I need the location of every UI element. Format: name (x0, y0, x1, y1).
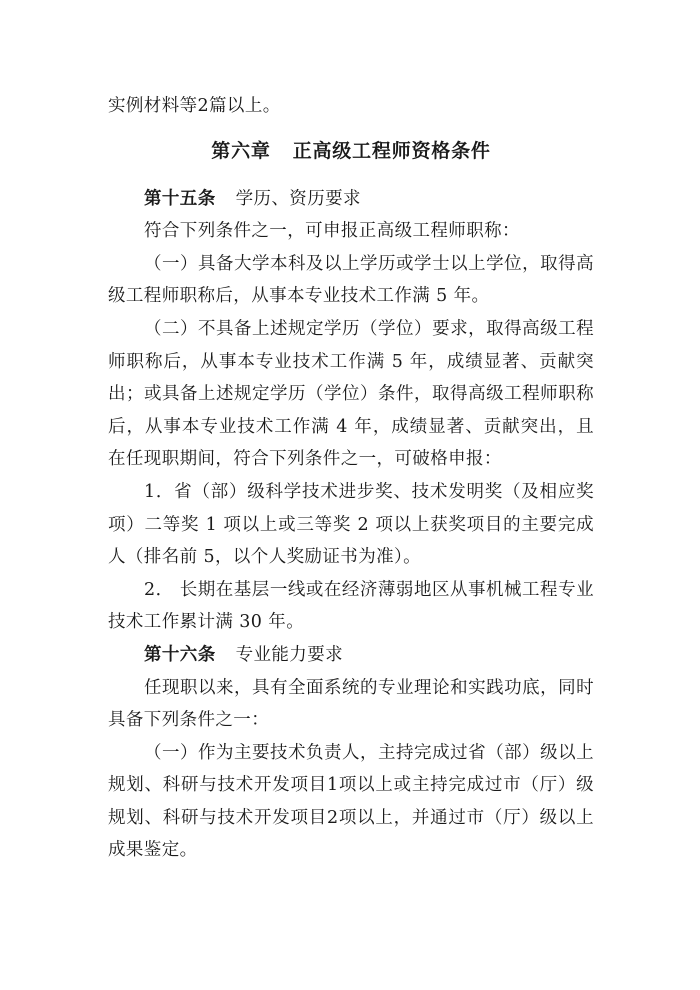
article-16-title: 专业能力要求 (235, 644, 344, 665)
article-15-heading (108, 183, 594, 216)
chapter-heading (108, 135, 594, 167)
article-15-item-1: （一）具备大学本科及以上学历或学士以上学位，取得高级工程师职称后，从事本专业技术工作满 5 年。 (108, 253, 594, 307)
article-15-item-2: （二）不具备上述规定学历（学位）要求，取得高级工程师职称后，从事本专业技术工作满 5 年，成绩显著、贡献突出；或具备上述规定学历（学位）条件，取得高级工程师职称后，从事本专业技术工作满 4 年，成绩显著、贡献突出，且在任现职期间，符合下列条件之一，可破格申报： (108, 318, 594, 470)
article-15-intro: 符合下列条件之一，可申报正高级工程师职称： (144, 221, 520, 242)
continuation-text: 实例材料等2篇以上。 (108, 96, 281, 116)
article-15-subitem-1: 1．省（部）级科学技术进步奖、技术发明奖（及相应奖项）二等奖 1 项以上或三等奖 2 项以上获奖项目的主要完成人（排名前 5，以个人奖励证书为准）。 (108, 481, 594, 568)
chapter-number: 第六章 (211, 139, 271, 162)
article-16-intro: 任现职以来，具有全面系统的专业理论和实践功底，同时具备下列条件之一： (108, 677, 594, 731)
article-16-item-1: （一）作为主要技术负责人，主持完成过省（部）级以上规划、科研与技术开发项目1项以上或主持完成过市（厅）级规划、科研与技术开发项目2项以上，并通过市（厅）级以上成果鉴定。 (108, 742, 594, 861)
article-15-label: 第十五条 (144, 188, 216, 209)
article-16-label: 第十六条 (144, 644, 216, 665)
article-15-title: 学历、资历要求 (235, 188, 361, 209)
document-body (108, 90, 594, 867)
chapter-title: 正高级工程师资格条件 (292, 139, 491, 162)
article-15-subitem-2: 2． 长期在基层一线或在经济薄弱地区从事机械工程专业技术工作累计满 30 年。 (108, 579, 594, 633)
article-16-heading (108, 639, 594, 672)
